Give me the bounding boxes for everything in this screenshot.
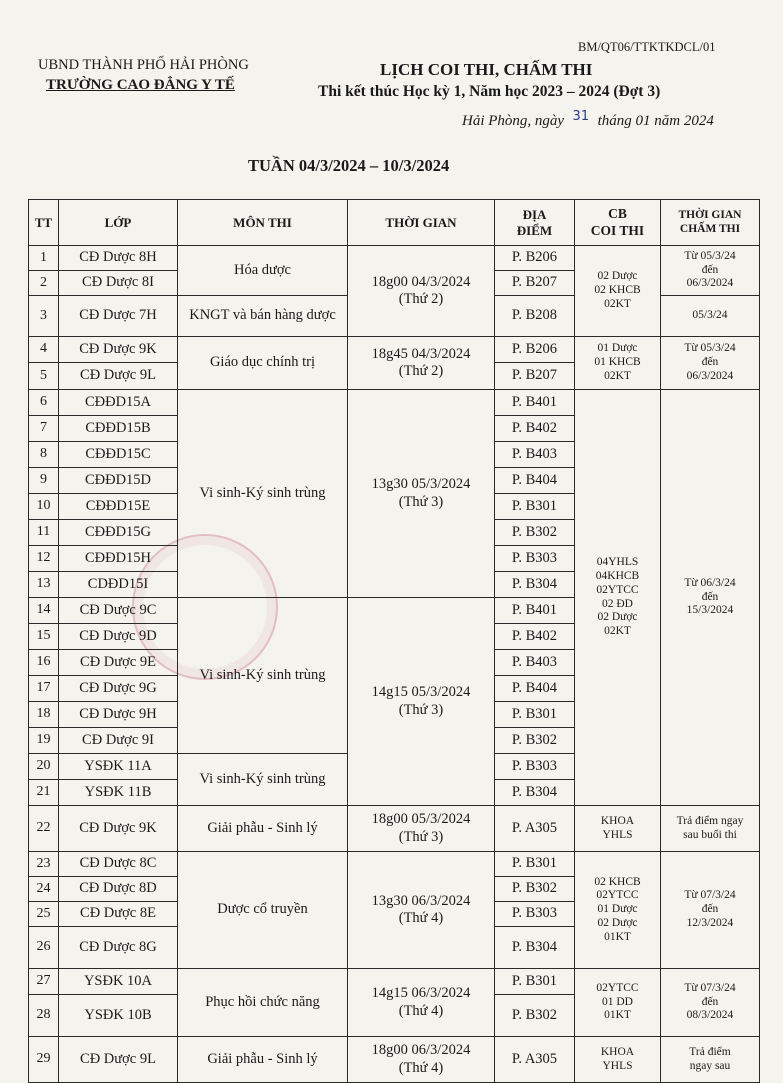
row-room: P. B301 <box>495 702 575 728</box>
time-datetime: 18g00 05/3/2024 <box>371 811 471 828</box>
table-row <box>29 852 760 877</box>
row-class: CĐ Dược 9E <box>59 650 178 676</box>
cell-line: 04YHLS <box>596 556 639 569</box>
cell-line: 02 Dược <box>597 270 638 283</box>
row-room: P. B402 <box>495 416 575 442</box>
row-class: CĐ Dược 9I <box>59 728 178 754</box>
row-number: 15 <box>29 624 59 650</box>
time-datetime: 18g00 04/3/2024 <box>371 273 471 290</box>
row-room: P. B303 <box>495 546 575 572</box>
row-class: CĐĐD15A <box>59 390 178 416</box>
cell-line: 02 KHCB <box>594 284 641 297</box>
time-cell <box>348 969 495 1037</box>
row-number: 13 <box>29 572 59 598</box>
cell-line: Từ 06/3/24 <box>684 576 736 589</box>
time-datetime: 18g00 06/3/2024 <box>371 1042 471 1059</box>
grading-cell <box>661 337 760 390</box>
cell-line: 01 KHCB <box>594 356 641 369</box>
document-subtitle: Thi kết thúc Học kỳ 1, Năm học 2023 – 2024 (Đợt 3) <box>318 83 661 100</box>
cell-line: đến <box>701 590 719 603</box>
grading-cell <box>661 246 760 296</box>
row-class: CĐ Dược 8I <box>59 271 178 296</box>
cell-line: sau buổi thi <box>683 828 737 841</box>
row-number: 28 <box>29 995 59 1037</box>
row-room: P. B206 <box>495 246 575 271</box>
row-class: CĐĐD15E <box>59 494 178 520</box>
time-weekday: (Thứ 2) <box>398 363 444 379</box>
cell-line: 06/3/2024 <box>686 369 734 382</box>
row-class: CĐ Dược 9L <box>59 363 178 390</box>
cell-line: Từ 07/3/24 <box>684 889 736 902</box>
invigilator-cell <box>575 390 661 806</box>
week-title: TUẦN 04/3/2024 – 10/3/2024 <box>248 156 450 175</box>
time-weekday: (Thứ 4) <box>398 1059 444 1076</box>
row-room: P. B302 <box>495 728 575 754</box>
time-weekday: (Thứ 3) <box>398 493 444 510</box>
cell-line: 02YTCC <box>596 583 639 596</box>
document-title: LỊCH COI THI, CHẤM THI <box>380 60 593 79</box>
row-room: P. B301 <box>495 852 575 877</box>
cell-line: 02KT <box>604 625 631 638</box>
cell-line: 01 Dược <box>597 342 638 355</box>
row-class: CĐĐD15C <box>59 442 178 468</box>
cell-line: Từ 05/3/24 <box>684 249 736 262</box>
cell-line: 02 KHCB <box>594 875 641 888</box>
subject-cell: Vi sinh-Ký sinh trùng <box>178 390 348 598</box>
table-row <box>29 969 760 995</box>
invigilator-cell <box>575 806 661 852</box>
time-weekday: (Thứ 4) <box>398 910 444 926</box>
time-datetime: 13g30 05/3/2024 <box>371 476 471 493</box>
row-number: 6 <box>29 390 59 416</box>
row-room: P. B404 <box>495 468 575 494</box>
subject-cell: KNGT và bán hàng dược <box>178 296 348 337</box>
row-room: P. B401 <box>495 390 575 416</box>
header-class: LỚP <box>59 200 178 246</box>
cell-line: 01 Dược <box>597 903 638 916</box>
exam-schedule-table <box>28 199 760 1083</box>
date-day-handwritten: 31 <box>572 109 590 124</box>
invigilator-cell <box>575 337 661 390</box>
cell-line: 15/3/2024 <box>686 604 734 617</box>
row-room: P. B402 <box>495 624 575 650</box>
header-place-line: ĐIỂM <box>516 222 553 238</box>
row-number: 19 <box>29 728 59 754</box>
row-class: CDĐD15I <box>59 572 178 598</box>
row-room: P. B403 <box>495 650 575 676</box>
row-class: YSĐK 11A <box>59 754 178 780</box>
row-room: P. B404 <box>495 676 575 702</box>
row-class: CĐĐD15B <box>59 416 178 442</box>
cell-line: YHLS <box>602 828 633 841</box>
row-room: P. B401 <box>495 598 575 624</box>
row-room: P. B301 <box>495 494 575 520</box>
row-room: P. B304 <box>495 572 575 598</box>
date-prefix: Hải Phòng, ngày <box>462 113 565 129</box>
row-room: P. B302 <box>495 995 575 1037</box>
row-room: P. A305 <box>495 806 575 852</box>
table-row <box>29 337 760 363</box>
table-row <box>29 390 760 416</box>
cell-line: 02KT <box>604 297 631 310</box>
time-datetime: 14g15 06/3/2024 <box>371 985 471 1002</box>
row-number: 7 <box>29 416 59 442</box>
row-class: CĐĐD15D <box>59 468 178 494</box>
row-room: P. B302 <box>495 877 575 902</box>
subject-cell: Vi sinh-Ký sinh trùng <box>178 598 348 754</box>
cell-line: 01KT <box>604 1009 631 1022</box>
cell-line: 02YTCC <box>596 981 639 994</box>
cell-line: 02 ĐD <box>602 597 633 610</box>
row-number: 12 <box>29 546 59 572</box>
header-grading-time <box>661 200 760 246</box>
cell-line: Từ 05/3/24 <box>684 342 736 355</box>
row-number: 22 <box>29 806 59 852</box>
table-row <box>29 246 760 271</box>
table-row <box>29 1037 760 1083</box>
row-room: P. B301 <box>495 969 575 995</box>
document-code: BM/QT06/TTKTKDCL/01 <box>578 40 716 54</box>
cell-line: 02 Dược <box>597 916 638 929</box>
row-class: CĐ Dược 8E <box>59 902 178 927</box>
row-number: 3 <box>29 296 59 337</box>
time-cell <box>348 246 495 337</box>
row-number: 8 <box>29 442 59 468</box>
grading-cell <box>661 806 760 852</box>
time-weekday: (Thứ 3) <box>398 701 444 718</box>
row-room: P. B208 <box>495 296 575 337</box>
subject-cell: Hóa dược <box>178 246 348 296</box>
header-grading-line: THỜI GIAN <box>678 208 742 221</box>
row-class: CĐ Dược 9L <box>59 1037 178 1083</box>
row-class: CĐ Dược 8G <box>59 927 178 969</box>
row-number: 20 <box>29 754 59 780</box>
date-suffix: tháng 01 năm 2024 <box>597 113 714 129</box>
row-room: P. B303 <box>495 754 575 780</box>
row-room: P. A305 <box>495 1037 575 1083</box>
row-class: CĐ Dược 9K <box>59 337 178 363</box>
row-room: P. B304 <box>495 927 575 969</box>
row-class: CĐ Dược 9G <box>59 676 178 702</box>
cell-line: 05/3/24 <box>692 309 728 322</box>
row-number: 14 <box>29 598 59 624</box>
row-class: CĐĐD15H <box>59 546 178 572</box>
invigilator-cell <box>575 246 661 337</box>
grading-cell <box>661 1037 760 1083</box>
row-number: 16 <box>29 650 59 676</box>
row-number: 21 <box>29 780 59 806</box>
time-weekday: (Thứ 3) <box>398 828 444 845</box>
cell-line: KHOA <box>600 1045 635 1058</box>
cell-line: đến <box>701 903 719 916</box>
grading-cell <box>661 390 760 806</box>
row-room: P. B206 <box>495 337 575 363</box>
date-line <box>462 109 714 130</box>
cell-line: 12/3/2024 <box>686 916 734 929</box>
time-cell <box>348 598 495 806</box>
row-class: CĐ Dược 8D <box>59 877 178 902</box>
header-grading-line: CHẤM THI <box>679 222 741 235</box>
header-time: THỜI GIAN <box>348 200 495 246</box>
row-number: 1 <box>29 246 59 271</box>
cell-line: ngay sau <box>689 1059 731 1072</box>
row-room: P. B403 <box>495 442 575 468</box>
row-class: CĐ Dược 9H <box>59 702 178 728</box>
time-cell <box>348 852 495 969</box>
row-class: CĐ Dược 9C <box>59 598 178 624</box>
row-class: YSĐK 11B <box>59 780 178 806</box>
row-room: P. B304 <box>495 780 575 806</box>
row-class: CĐ Dược 7H <box>59 296 178 337</box>
row-number: 17 <box>29 676 59 702</box>
time-datetime: 14g15 05/3/2024 <box>371 684 471 701</box>
row-class: YSĐK 10A <box>59 969 178 995</box>
time-cell <box>348 806 495 852</box>
row-number: 26 <box>29 927 59 969</box>
row-number: 18 <box>29 702 59 728</box>
header-invigilator <box>575 200 661 246</box>
cell-line: YHLS <box>602 1059 633 1072</box>
row-number: 5 <box>29 363 59 390</box>
header-invigilator-line: COI THI <box>590 222 645 238</box>
row-class: CĐ Dược 9D <box>59 624 178 650</box>
time-cell <box>348 1037 495 1083</box>
header-invigilator-line: CB <box>608 206 627 222</box>
row-class: CĐ Dược 8C <box>59 852 178 877</box>
row-room: P. B303 <box>495 902 575 927</box>
row-number: 24 <box>29 877 59 902</box>
table-row <box>29 806 760 852</box>
cell-line: 02KT <box>604 369 631 382</box>
row-class: YSĐK 10B <box>59 995 178 1037</box>
row-class: CĐ Dược 8H <box>59 246 178 271</box>
row-room: P. B207 <box>495 271 575 296</box>
row-room: P. B207 <box>495 363 575 390</box>
cell-line: KHOA <box>600 814 635 827</box>
cell-line: 08/3/2024 <box>686 1009 734 1022</box>
cell-line: 02YTCC <box>596 889 639 902</box>
subject-cell: Giải phẫu - Sinh lý <box>178 806 348 852</box>
organization-name: UBND THÀNH PHỐ HẢI PHÒNG <box>38 57 249 73</box>
cell-line: Trả điểm <box>689 1045 731 1058</box>
cell-line: 01KT <box>604 930 631 943</box>
grading-cell <box>661 852 760 969</box>
subject-cell: Giáo dục chính trị <box>178 337 348 390</box>
header-place <box>495 200 575 246</box>
cell-line: 06/3/2024 <box>686 277 734 290</box>
row-class: CĐ Dược 9K <box>59 806 178 852</box>
row-number: 2 <box>29 271 59 296</box>
row-number: 27 <box>29 969 59 995</box>
row-room: P. B302 <box>495 520 575 546</box>
invigilator-cell <box>575 852 661 969</box>
invigilator-cell <box>575 969 661 1037</box>
row-number: 11 <box>29 520 59 546</box>
grading-cell <box>661 969 760 1037</box>
header-subject: MÔN THI <box>178 200 348 246</box>
time-cell <box>348 390 495 598</box>
table-header-row <box>29 200 760 246</box>
cell-line: 01 DD <box>602 995 633 1008</box>
subject-cell: Dược cổ truyền <box>178 852 348 969</box>
row-number: 10 <box>29 494 59 520</box>
cell-line: 04KHCB <box>595 569 640 582</box>
invigilator-cell <box>575 1037 661 1083</box>
row-number: 29 <box>29 1037 59 1083</box>
subject-cell: Giải phẫu - Sinh lý <box>178 1037 348 1083</box>
row-number: 25 <box>29 902 59 927</box>
row-number: 9 <box>29 468 59 494</box>
cell-line: 02 Dược <box>597 611 638 624</box>
time-weekday: (Thứ 2) <box>398 291 444 307</box>
time-cell <box>348 337 495 390</box>
grading-cell <box>661 296 760 337</box>
time-weekday: (Thứ 4) <box>398 1002 444 1019</box>
header-tt: TT <box>29 200 59 246</box>
time-datetime: 13g30 06/3/2024 <box>371 892 471 909</box>
cell-line: đến <box>701 356 719 369</box>
cell-line: Từ 07/3/24 <box>684 981 736 994</box>
row-number: 23 <box>29 852 59 877</box>
row-class: CĐĐD15G <box>59 520 178 546</box>
header-place-line: ĐỊA <box>522 206 547 222</box>
subject-cell: Vi sinh-Ký sinh trùng <box>178 754 348 806</box>
time-datetime: 18g45 04/3/2024 <box>371 345 471 362</box>
subject-cell: Phục hồi chức năng <box>178 969 348 1037</box>
row-number: 4 <box>29 337 59 363</box>
cell-line: đến <box>701 263 719 276</box>
school-name: TRƯỜNG CAO ĐẲNG Y TẾ <box>46 77 235 93</box>
cell-line: Trả điểm ngay <box>676 814 744 827</box>
cell-line: đến <box>701 995 719 1008</box>
